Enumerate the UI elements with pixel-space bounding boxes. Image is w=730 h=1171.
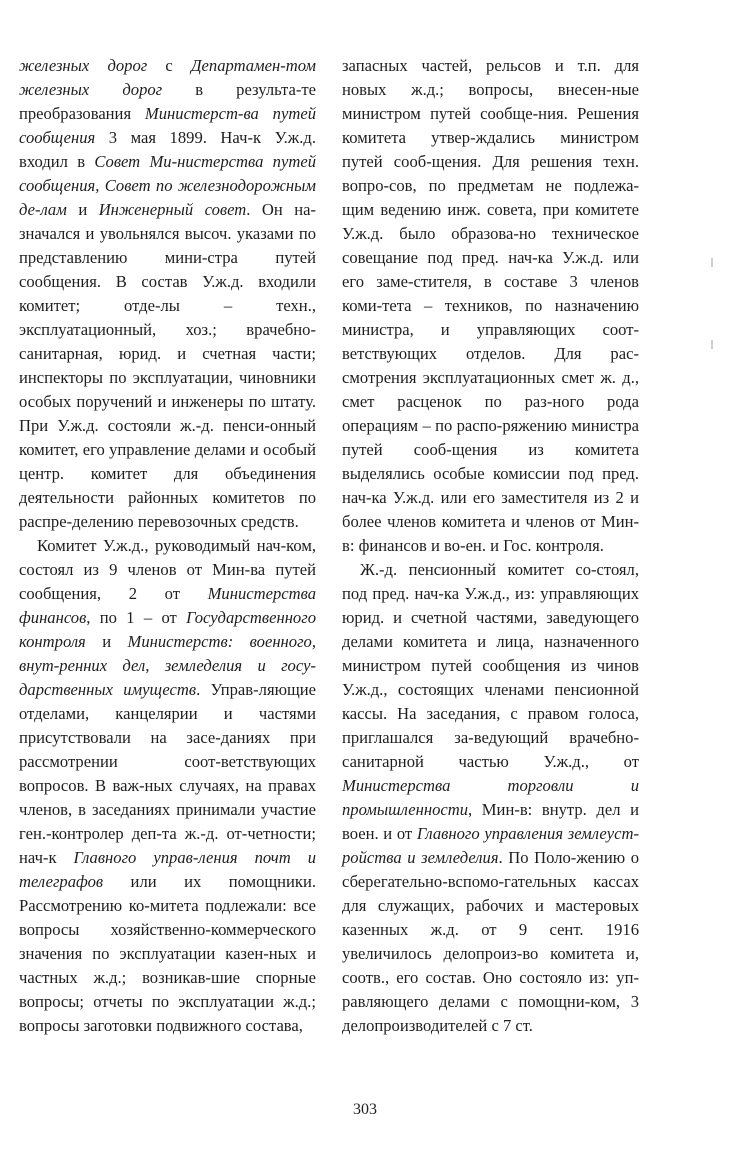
paragraph: запасных частей, рельсов и т.п. для новых ж.д.; вопросы, внесен-ные министром путей сообще-ния. Решения комитета утвер-ждались министром путей сооб-щения. Для решения техн. вопро-сов, по предметам не подлежа-щим ведению инж. совета, при комитете У.ж.д. было образова-но техническое совещание под пред. нач-ка У.ж.д. или его заме-стителя, в составе 3 членов коми-тета – техников, по назначению министра, и управляющих соот-ветствующих отделов. Для рас-смотрения эксплуатационных смет ж. д., смет расценок по раз-ного рода операциям – по распо-ряжению министра путей сооб-щения из комитета выделялись особые комиссии под пред. нач-ка У.ж.д. или его заместителя из 2 и более членов комитета и членов от Мин-в: финансов и во-ен. и Гос. контроля. xyxy=(342,56,639,555)
italic-term: Главного управления землеуст-ройства и земледелия xyxy=(342,824,639,867)
italic-term: Министерств: военного, внут-ренних дел, земледелия и госу-дарственных имуществ xyxy=(19,632,316,699)
paragraph: железных дорог с Департамен-том железных дорог в результа-те преобразования Министерст-ва путей сообщения 3 мая 1899. Нач-к У.ж.д. входил в Совет Ми-нистерства путей сообщения, Совет по железнодорожным де-лам и Инженерный совет. Он на-значался и увольнялся высоч. указами по представлению мини-стра путей сообщения. В состав У.ж.д. входили комитет; отде-лы – техн., эксплуатационный, хоз.; врачебно-санитарная, юрид. и счетная части; инспекторы по эксплуатации, чиновники особых поручений и инженеры по штату. При У.ж.д. состояли ж.-д. пенси-онный комитет, его управление делами и особый центр. комитет для объединения деятельности районных комитетов по распре-делению перевозочных средств. xyxy=(19,56,316,531)
italic-term: Департамен-том железных дорог xyxy=(19,56,316,99)
italic-term: Министерства финансов xyxy=(19,584,316,627)
paragraph: Ж.-д. пенсионный комитет со-стоял, под пред. нач-ка У.ж.д., из: управляющих юрид. и счетной частями, заведующего делами комитета и лица, назначенного министром путей сообщения из чинов У.ж.д., состоящих членами пенсионной кассы. На заседания, с правом голоса, приглашался за-ведующий врачебно-санитарной частью У.ж.д., от Министерства торговли и промышленности, Мин-в: внутр. дел и воен. и от Главного управления землеуст-ройства и земледелия. По Поло-жению о сберегательно-вспомо-гательных кассах для служащих, рабочих и мастеровых казенных ж.д. от 9 сент. 1916 увеличилось делопроиз-во комитета и, соотв., его состав. Оно состояло из: уп-равляющего делами с помощни-ком, 3 делопроизводителей с 7 ст. xyxy=(342,560,639,1035)
paragraph: Комитет У.ж.д., руководимый нач-ком, состоял из 9 членов от Мин-ва путей сообщения, 2 от Министерства финансов, по 1 – от Государственного контроля и Министерств: военного, внут-ренних дел, земледелия и госу-дарственных имуществ. Управ-ляющие отделами, канцелярии и частями присутствовали на засе-даниях при рассмотрении соот-ветствующих вопросов. В важ-ных случаях, на правах членов, в заседаниях принимали участие ген.-контролер деп-та ж.-д. от-четности; нач-к Главного управ-ления почт и телеграфов или их помощники. Рассмотрению ко-митета подлежали: все вопросы хозяйственно-коммерческого значения по эксплуатации казен-ных и частных ж.д.; возникав-шие спорные вопросы; отчеты по эксплуатации ж.д.; вопросы заготовки подвижного состава, xyxy=(19,536,317,1035)
page-number: 303 xyxy=(353,1101,377,1118)
italic-term: Инженерный совет xyxy=(98,200,247,219)
italic-term: Совет Ми-нистерства путей сообщения, Совет по железнодорожным де-лам xyxy=(19,152,316,219)
italic-term: Министерства торговли и промышленности xyxy=(342,776,639,819)
scan-artifact-mark xyxy=(711,258,713,267)
italic-term: железных дорог xyxy=(19,56,148,75)
scan-artifact-mark xyxy=(711,340,713,349)
right-column xyxy=(342,54,639,1038)
italic-term: Государственного контроля xyxy=(19,608,316,651)
italic-term: Главного управ-ления почт и телеграфов xyxy=(19,848,317,891)
italic-term: Министерст-ва путей сообщения xyxy=(19,104,316,147)
left-column xyxy=(19,54,316,1038)
